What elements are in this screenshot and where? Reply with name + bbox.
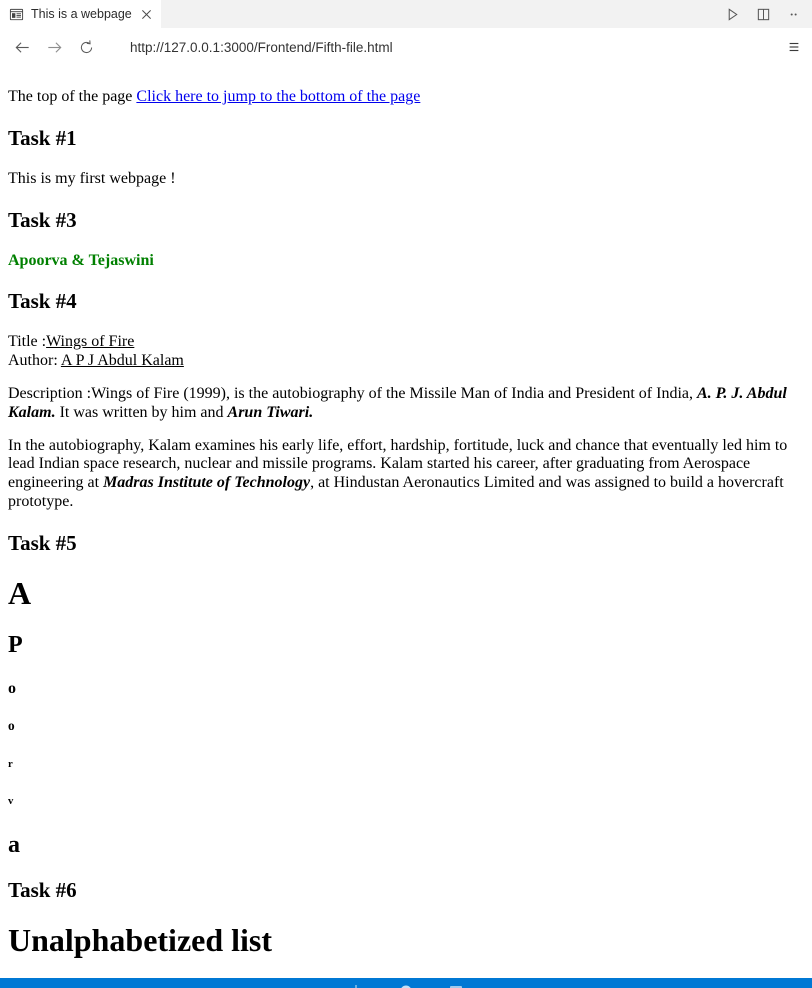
task5-letter-3: o xyxy=(8,679,16,697)
task4-heading: Task #4 xyxy=(8,288,77,313)
task3-heading: Task #3 xyxy=(8,207,77,232)
play-icon[interactable] xyxy=(724,6,741,23)
description-bold-kalam: A. P. J. Abdul Kalam. xyxy=(8,384,787,421)
page-viewport xyxy=(0,66,812,988)
description-part1: Wings of Fire (1999), is the autobiography of the Missile Man of India and President of India, xyxy=(91,384,697,402)
tab-strip-actions xyxy=(724,0,812,28)
taskbar-app-icon-2[interactable] xyxy=(398,983,414,988)
address-bar-input[interactable] xyxy=(102,30,782,64)
back-arrow-icon[interactable] xyxy=(6,31,38,63)
description-bold-tiwari: Arun Tiwari. xyxy=(227,403,314,421)
webpage-document-icon xyxy=(9,7,24,22)
taskbar-app-icon-3[interactable] xyxy=(448,983,464,988)
task3-names: Apoorva & Tejaswini xyxy=(8,251,154,269)
paragraph-part2: , at Hindustan Aeronautics Limited and was assigned to build a hovercraft prototype. xyxy=(8,474,784,511)
task1-body: This is my first webpage ! xyxy=(8,169,176,187)
tab-strip xyxy=(0,0,812,28)
paragraph-part1: In the autobiography, Kalam examines his early life, effort, hardship, fortitude, luck and chance that eventually led him to lead Indian space research, nuclear and missile programs. Kalam started his career, after graduating from Aerospace engineering at xyxy=(8,436,788,492)
webpage-content xyxy=(0,66,812,987)
top-of-page-line xyxy=(8,88,804,107)
task6-heading: Task #6 xyxy=(8,877,77,902)
task5-letter-7: a xyxy=(8,832,20,859)
task4-description xyxy=(8,385,804,423)
navigation-bar xyxy=(0,28,812,66)
task4-book-meta xyxy=(8,333,804,371)
task5-heading: Task #5 xyxy=(8,531,77,556)
description-label: Description : xyxy=(8,384,92,402)
more-options-icon[interactable] xyxy=(786,6,803,23)
task4-autobiography-paragraph xyxy=(8,437,804,513)
tab-title: This is a webpage xyxy=(31,7,132,21)
book-author-value: A P J Abdul Kalam xyxy=(60,351,184,369)
task5-letter-2: P xyxy=(8,632,23,659)
tab-strip-empty-area xyxy=(161,0,724,28)
taskbar-app-icon-1[interactable] xyxy=(348,983,364,988)
task5-letter-1: A xyxy=(8,575,32,612)
windows-taskbar[interactable] xyxy=(0,978,812,988)
list-menu-icon[interactable] xyxy=(782,31,806,63)
forward-arrow-icon[interactable] xyxy=(38,31,70,63)
reload-icon[interactable] xyxy=(70,31,102,63)
split-pane-icon[interactable] xyxy=(755,6,772,23)
close-icon[interactable] xyxy=(139,6,155,22)
task5-letter-5: r xyxy=(8,757,13,770)
top-of-page-text: The top of the page xyxy=(8,88,137,105)
task5-letter-6: v xyxy=(8,794,14,807)
jump-to-bottom-link[interactable]: Click here to jump to the bottom of the page xyxy=(136,88,421,105)
paragraph-bold-mit: Madras Institute of Technology xyxy=(103,474,311,492)
description-part2: It was written by him and xyxy=(55,403,228,421)
book-title-value: Wings of Fire xyxy=(46,333,135,351)
book-author-label: Author: xyxy=(8,351,61,369)
task5-letter-4: o xyxy=(8,718,15,734)
book-title-label: Title : xyxy=(8,333,47,351)
browser-tab-active[interactable] xyxy=(0,0,161,28)
task6-list-heading: Unalphabetized list xyxy=(8,921,273,958)
task1-heading: Task #1 xyxy=(8,125,77,150)
